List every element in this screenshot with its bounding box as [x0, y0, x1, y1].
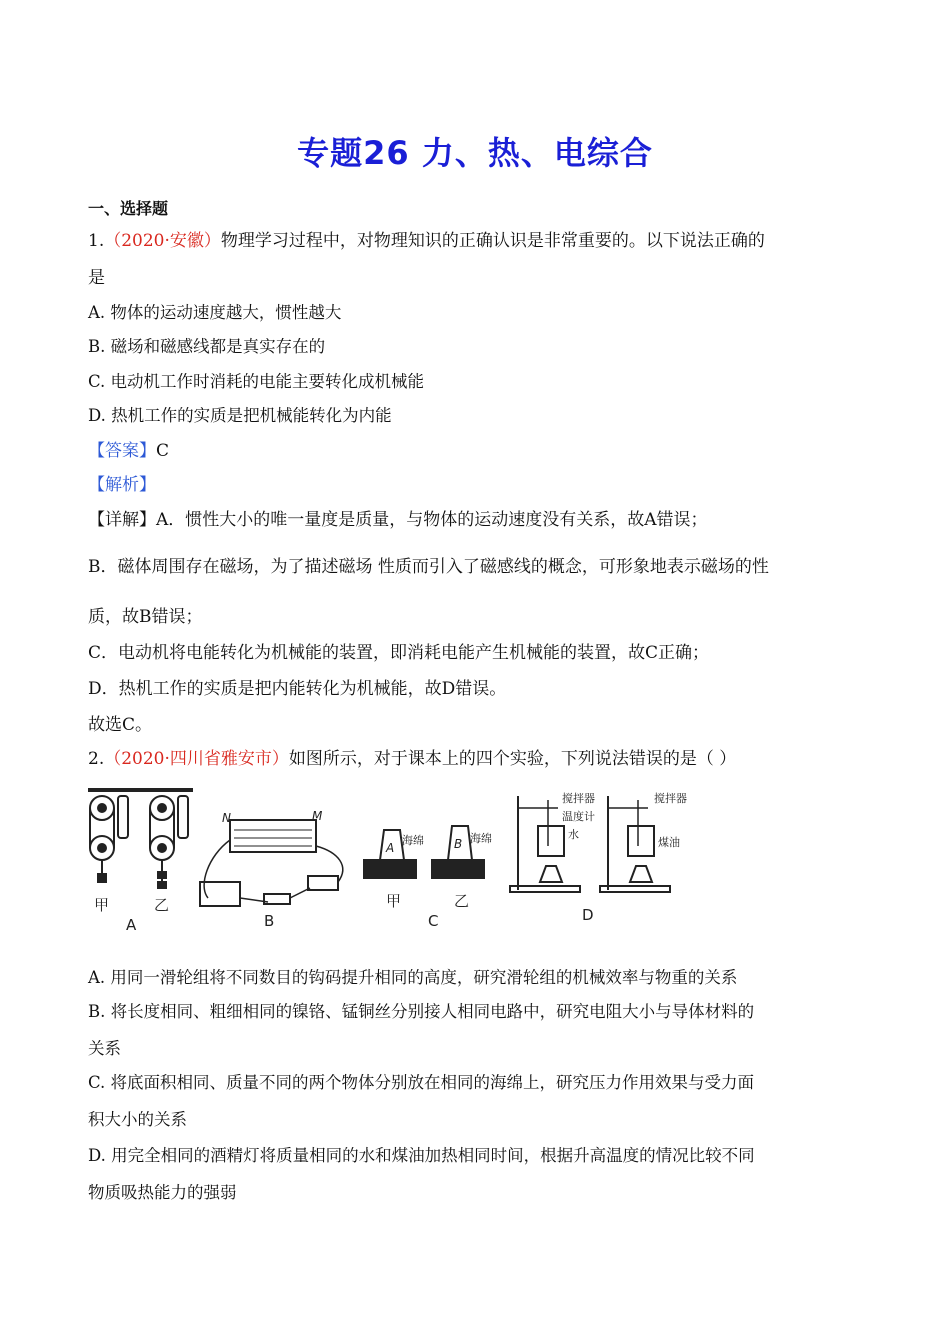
q1-detail-3: 质，故B错误；: [88, 607, 203, 627]
q1-answer: [88, 438, 169, 464]
q2-option-d: D. 用完全相同的酒精灯将质量相同的水和煤油加热相同时间，根据升高温度的情况比较不同: [88, 1146, 755, 1165]
q2-option-a: A. 用同一滑轮组将不同数目的钩码提升相同的高度，研究滑轮组的机械效率与物重的关系: [88, 968, 738, 987]
q2-option-c: C. 将底面积相同、质量不同的两个物体分别放在相同的海绵上，研究压力作用效果与受力面: [88, 1073, 755, 1092]
q1-number: 1.: [88, 231, 105, 251]
q2-stem-text: 如图所示，对于课本上的四个实验，下列说法错误的是（ ）: [288, 749, 737, 769]
fig-c-sponge-left: 海绵: [402, 834, 424, 847]
q1-stem-text: 物理学习过程中，对物理知识的正确认识是非常重要的。以下说法正确的: [220, 231, 765, 251]
fig-d-caption: D: [582, 906, 594, 924]
q2-stem: [88, 746, 736, 772]
fig-d-stirrer-left: 搅拌器: [562, 792, 595, 805]
fig-c-caption: C: [428, 912, 439, 930]
answer-value: C: [156, 441, 170, 461]
q1-stem-cont: 是: [88, 268, 105, 288]
fig-b-m-label: M: [312, 809, 323, 823]
q1-detail-2: B．磁体周围存在磁场，为了描述磁场 性质而引入了磁感线的概念，可形象地表示磁场的性: [88, 557, 769, 577]
fig-a-left-label: 甲: [94, 896, 110, 914]
q1-conclusion: 故选C。: [88, 715, 153, 735]
fig-c-right-label: 乙: [454, 892, 470, 910]
answer-label: 【答案】: [88, 441, 156, 461]
q1-option-d: D. 热机工作的实质是把机械能转化为内能: [88, 406, 392, 425]
figure-a-pulleys: [88, 790, 193, 934]
fig-d-stirrer-right: 搅拌器: [654, 792, 687, 805]
fig-d-thermometer: 温度计: [562, 810, 595, 823]
figure-c-sponge: [364, 826, 492, 930]
q1-detail-1: [88, 507, 708, 533]
fig-d-water: 水: [568, 828, 579, 841]
analysis-label: 【解析】: [88, 475, 156, 495]
q2-source: （2020·四川省雅安市）: [104, 749, 289, 769]
fig-a-caption: A: [126, 916, 137, 934]
q2-option-b-cont: 关系: [88, 1039, 121, 1058]
fig-c-left-label: 甲: [386, 892, 402, 910]
section-heading: 一、选择题: [88, 199, 169, 218]
fig-c-sponge-right: 海绵: [470, 832, 492, 845]
fig-c-block-b: B: [454, 837, 463, 851]
fig-b-n-label: N: [222, 811, 231, 825]
q1-detail-5: D．热机工作的实质是把内能转化为机械能，故D错误。: [88, 679, 507, 699]
q1-stem: [88, 228, 765, 254]
q2-option-d-cont: 物质吸热能力的强弱: [88, 1183, 237, 1202]
fig-c-block-a: A: [386, 841, 395, 855]
figure-b-circuit: [200, 809, 343, 930]
detail-label: 【详解】: [88, 510, 156, 530]
q2-option-c-cont: 积大小的关系: [88, 1110, 187, 1129]
page-title: 专题26 力、热、电综合: [297, 134, 653, 172]
q1-option-c: C. 电动机工作时消耗的电能主要转化成机械能: [88, 372, 425, 391]
q2-number: 2.: [88, 749, 105, 769]
fig-a-right-label: 乙: [154, 896, 170, 914]
q1-detail-4: C．电动机将电能转化为机械能的装置，即消耗电能产生机械能的装置，故C正确；: [88, 643, 710, 663]
q1-option-a: A. 物体的运动速度越大，惯性越大: [88, 303, 342, 322]
q2-option-b: B. 将长度相同、粗细相同的镍铬、锰铜丝分别接人相同电路中，研究电阻大小与导体材料的: [88, 1002, 755, 1021]
detail-text-a: A．惯性大小的唯一量度是质量，与物体的运动速度没有关系，故A错误；: [156, 510, 708, 530]
q1-source: （2020·安徽）: [104, 231, 221, 251]
fig-d-oil: 煤油: [658, 836, 680, 849]
figure-d-heating: [510, 791, 687, 924]
fig-b-caption: B: [264, 912, 275, 930]
experiment-figure: [88, 786, 700, 934]
q1-option-b: B. 磁场和磁感线都是真实存在的: [88, 337, 326, 356]
